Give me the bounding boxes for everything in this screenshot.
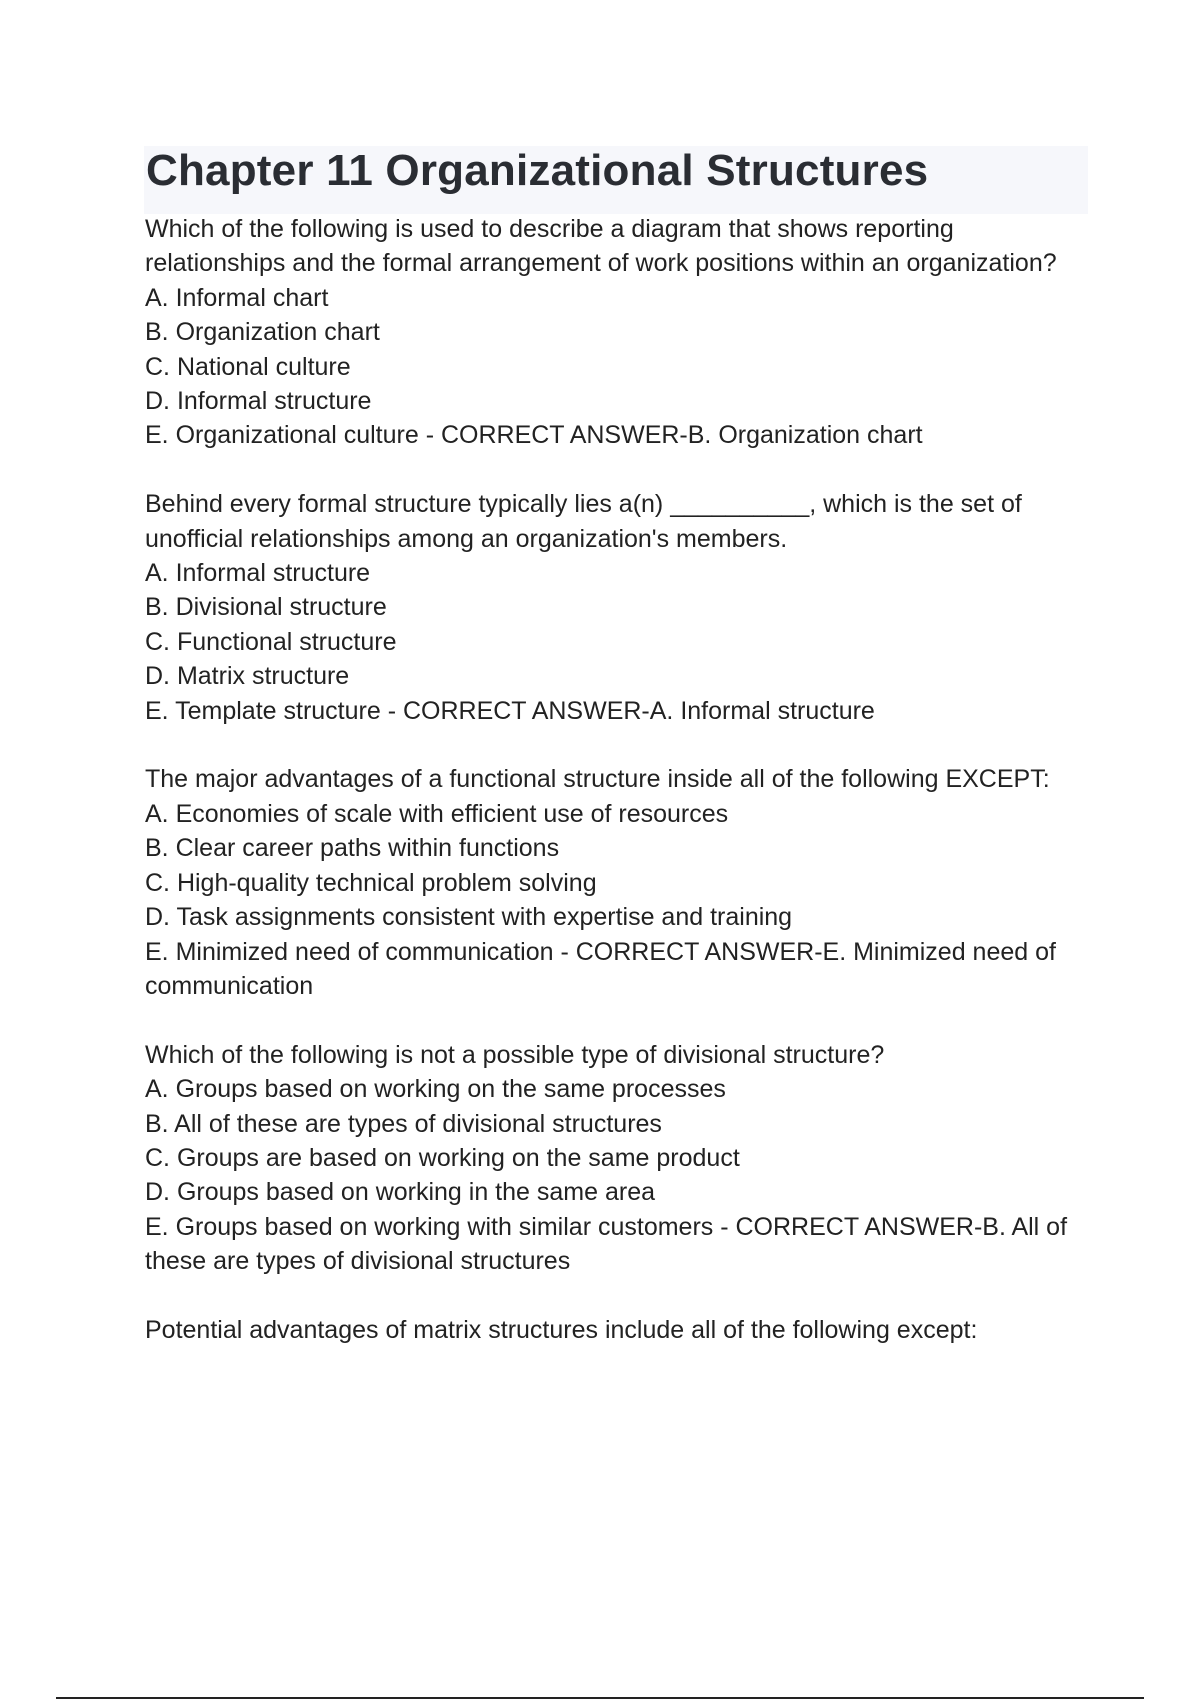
question-1	[145, 212, 1090, 453]
question-list	[145, 212, 1090, 1347]
page-title: Chapter 11 Organizational Structures	[146, 146, 929, 195]
question-4-option-e-answer: E. Groups based on working with similar customers - CORRECT ANSWER-B. All of these are types of divisional structures	[145, 1212, 1068, 1276]
question-4-option-d: D. Groups based on working in the same area	[145, 1178, 655, 1207]
question-2	[145, 487, 1090, 728]
question-3	[145, 762, 1090, 1003]
question-2-option-c: C. Functional structure	[145, 627, 397, 656]
question-1-option-c: C. National culture	[145, 352, 351, 381]
question-2-option-e-answer: E. Template structure - CORRECT ANSWER-A. Informal structure	[145, 696, 875, 725]
question-4-option-a: A. Groups based on working on the same processes	[145, 1075, 726, 1104]
question-3-option-a: A. Economies of scale with efficient use of resources	[145, 799, 729, 828]
question-1-option-a: A. Informal chart	[145, 283, 329, 312]
question-4-prompt: Which of the following is not a possible type of divisional structure?	[145, 1040, 885, 1069]
question-3-option-d: D. Task assignments consistent with expertise and training	[145, 903, 793, 932]
question-3-prompt: The major advantages of a functional structure inside all of the following EXCEPT:	[145, 765, 1050, 794]
question-2-option-b: B. Divisional structure	[145, 593, 387, 622]
question-1-option-d: D. Informal structure	[145, 387, 372, 416]
question-3-option-c: C. High-quality technical problem solving	[145, 868, 597, 897]
question-4-option-c: C. Groups are based on working on the same product	[145, 1143, 740, 1172]
question-5-prompt: Potential advantages of matrix structures include all of the following except:	[145, 1315, 978, 1344]
question-3-option-e-answer: E. Minimized need of communication - CORRECT ANSWER-E. Minimized need of communication	[145, 937, 1056, 1000]
question-2-option-d: D. Matrix structure	[145, 662, 350, 691]
question-1-prompt: Which of the following is used to describe a diagram that shows reporting relationships and the formal arrangement of work positions within an organization?	[145, 215, 1057, 278]
question-4	[145, 1038, 1090, 1279]
question-2-prompt: Behind every formal structure typically lies a(n) __________, which is the set of unofficial relationships among an organization's members.	[145, 490, 1022, 553]
question-1-option-b: B. Organization chart	[145, 318, 380, 347]
question-5	[145, 1313, 1090, 1347]
page-bottom-rule	[56, 1697, 1144, 1699]
question-4-option-b: B. All of these are types of divisional structures	[145, 1109, 662, 1138]
question-2-option-a: A. Informal structure	[145, 559, 371, 588]
question-1-option-e-answer: E. Organizational culture - CORRECT ANSWER-B. Organization chart	[145, 421, 923, 450]
question-3-option-b: B. Clear career paths within functions	[145, 834, 560, 863]
